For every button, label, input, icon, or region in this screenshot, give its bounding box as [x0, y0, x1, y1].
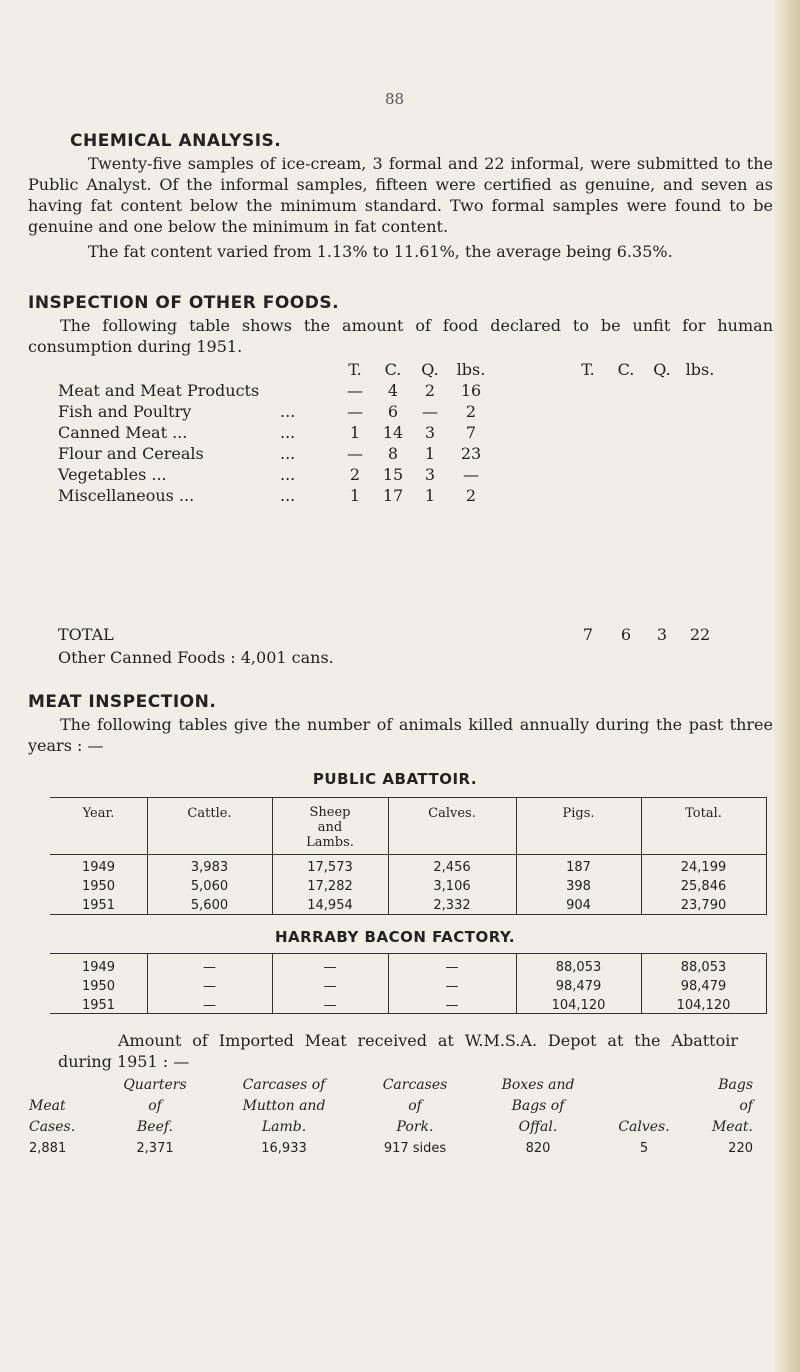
food-dots: ...	[280, 423, 296, 442]
abattoir-total: 23,790	[680, 898, 727, 913]
food-item: Canned Meat ...	[58, 423, 188, 442]
total-col-c-header: C.	[617, 360, 635, 379]
abattoir-pigs: 398	[566, 879, 591, 894]
meat-inspection-intro: The following tables give the number of animals killed annually during the past three years : —	[28, 715, 773, 755]
food-item: Fish and Poultry	[58, 402, 192, 421]
abattoir-total: 24,199	[680, 860, 727, 875]
imp-value-mutton: 16,933	[261, 1141, 307, 1156]
food-c: 6	[387, 402, 399, 421]
food-dots: ...	[280, 444, 296, 463]
header-cattle: Cattle.	[187, 806, 232, 821]
col-lbs-header: lbs.	[456, 360, 486, 379]
abattoir-total: 25,846	[680, 879, 727, 894]
imp-value-meat-cases: 2,881	[29, 1141, 67, 1156]
harraby-year: 1949	[81, 960, 116, 975]
abattoir-row	[50, 858, 766, 877]
chemical-analysis-paragraph: Twenty-five samples of ice-cream, 3 formal and 22 informal, were submitted to the Public Analyst. Of the informal samples, fifteen were certified as genuine, and seven as having fat content below the minimum standard. Two formal samples were found to be genuine and one below the minimum in fat content.	[28, 154, 773, 236]
unfit-food-header-row	[58, 359, 493, 380]
total-col-lbs-header: lbs.	[685, 360, 715, 379]
food-q: 1	[424, 444, 436, 463]
food-row	[58, 464, 493, 485]
col-q-header: Q.	[421, 360, 439, 379]
abattoir-header-rule	[50, 854, 767, 855]
abattoir-top-rule	[50, 797, 767, 798]
header-calves: Calves.	[428, 806, 476, 821]
food-row	[58, 443, 493, 464]
imp-l1-calves	[604, 1075, 684, 1096]
header-year: Year.	[82, 806, 115, 821]
total-c: 6	[620, 625, 632, 644]
abattoir-year: 1949	[81, 860, 116, 875]
food-t: —	[347, 444, 363, 463]
chemical-analysis-heading: CHEMICAL ANALYSIS.	[70, 131, 282, 151]
imp-l3-pork: Pork.	[396, 1119, 434, 1135]
harraby-cattle: —	[203, 998, 216, 1013]
imp-l3-meat: Cases.	[29, 1119, 76, 1135]
food-dots: ...	[280, 402, 296, 421]
total-columns-header	[568, 359, 720, 380]
food-t: 1	[349, 486, 361, 505]
abattoir-year: 1951	[81, 898, 116, 913]
harraby-total: 104,120	[676, 998, 731, 1013]
imp-l3-quarters: Beef.	[137, 1119, 173, 1135]
harraby-cattle: —	[203, 960, 216, 975]
food-dots: ...	[280, 486, 296, 505]
imp-value-calves: 5	[639, 1141, 649, 1156]
food-c: 8	[387, 444, 399, 463]
food-lbs: 16	[460, 381, 482, 400]
imp-value-quarters: 2,371	[136, 1141, 174, 1156]
abattoir-calves: 2,332	[433, 898, 471, 913]
total-col-q-header: Q.	[653, 360, 671, 379]
imp-l1-bags: Bags	[718, 1077, 753, 1093]
imp-value-bags: 220	[728, 1141, 753, 1156]
imp-l2-pork: of	[408, 1098, 422, 1114]
food-t: —	[347, 381, 363, 400]
imp-l2-meat: Meat	[29, 1098, 66, 1114]
header-total: Total.	[685, 806, 722, 821]
col-t-header: T.	[348, 360, 362, 379]
food-lbs: 23	[460, 444, 482, 463]
food-t: —	[347, 402, 363, 421]
public-abattoir-title: PUBLIC ABATTOIR.	[312, 770, 478, 788]
imp-value-offal: 820	[525, 1141, 551, 1156]
harraby-sheep: —	[323, 960, 337, 975]
imp-value-pork: 917 sides	[383, 1141, 447, 1156]
harraby-total: 98,479	[680, 979, 727, 994]
food-lbs: —	[463, 465, 479, 484]
harraby-total: 88,053	[680, 960, 727, 975]
meat-inspection-heading: MEAT INSPECTION.	[28, 692, 217, 712]
abattoir-cattle: 3,983	[190, 860, 229, 875]
col-c-header: C.	[384, 360, 402, 379]
food-item: Miscellaneous ...	[58, 486, 195, 505]
abattoir-calves: 3,106	[433, 879, 471, 894]
harraby-sheep: —	[323, 979, 337, 994]
abattoir-sheep: 14,954	[307, 898, 353, 913]
food-lbs: 7	[465, 423, 477, 442]
food-dots: ...	[280, 465, 296, 484]
food-item: Vegetables ...	[58, 465, 167, 484]
harraby-sheep: —	[323, 998, 337, 1013]
abattoir-col-divider	[766, 797, 767, 914]
food-row	[58, 401, 493, 422]
food-q: —	[422, 402, 438, 421]
imp-l1-pork: Carcases	[382, 1077, 448, 1093]
food-item: Meat and Meat Products	[58, 381, 260, 400]
harraby-bacon-title: HARRABY BACON FACTORY.	[274, 928, 516, 946]
food-c: 17	[382, 486, 404, 505]
food-lbs: 2	[465, 402, 477, 421]
harraby-row	[50, 958, 766, 977]
imported-meat-table	[28, 1075, 754, 1159]
food-q: 3	[424, 423, 436, 442]
harraby-calves: —	[445, 960, 459, 975]
imp-l1-mutton: Carcases of	[242, 1077, 326, 1093]
harraby-calves: —	[445, 979, 459, 994]
abattoir-pigs: 187	[566, 860, 591, 875]
total-label: TOTAL	[58, 625, 114, 644]
imp-l1-meat	[28, 1075, 100, 1096]
imp-l1-offal: Boxes and	[501, 1077, 575, 1093]
food-row	[58, 380, 493, 401]
abattoir-year: 1950	[81, 879, 116, 894]
page-edge-shadow	[774, 0, 800, 1372]
total-col-t-header: T.	[581, 360, 595, 379]
inspection-intro: The following table shows the amount of food declared to be unfit for human consumption during 1951.	[28, 316, 773, 356]
food-row	[58, 485, 493, 506]
harraby-top-rule	[50, 953, 767, 954]
imp-l2-quarters: of	[148, 1098, 162, 1114]
harraby-pigs: 88,053	[555, 960, 602, 975]
harraby-year: 1950	[81, 979, 116, 994]
page-number: 88	[385, 90, 405, 108]
food-t: 1	[349, 423, 361, 442]
harraby-row	[50, 977, 766, 996]
food-lbs: 2	[465, 486, 477, 505]
imp-l2-bags: of	[739, 1098, 753, 1114]
harraby-body	[50, 958, 766, 1015]
unfit-food-table	[58, 359, 493, 506]
harraby-row	[50, 996, 766, 1015]
harraby-year: 1951	[81, 998, 116, 1013]
food-c: 14	[382, 423, 404, 442]
imp-l3-bags: Meat.	[711, 1119, 753, 1135]
abattoir-body	[50, 858, 766, 915]
abattoir-sheep: 17,573	[307, 860, 353, 875]
food-item: Flour and Cereals	[58, 444, 204, 463]
other-canned-foods: Other Canned Foods : 4,001 cans.	[58, 648, 334, 667]
total-t: 7	[582, 625, 594, 644]
imp-l1-quarters: Quarters	[123, 1077, 187, 1093]
imported-meat-intro: Amount of Imported Meat received at W.M.S.A. Depot at the Abattoir during 1951 : —	[58, 1031, 738, 1071]
food-row	[58, 422, 493, 443]
header-sheep-lambs: Sheep and Lambs.	[306, 805, 354, 850]
total-q: 3	[656, 625, 668, 644]
abattoir-headers	[50, 805, 766, 850]
food-q: 3	[424, 465, 436, 484]
total-lbs: 22	[689, 625, 711, 644]
abattoir-sheep: 17,282	[307, 879, 353, 894]
food-dots	[280, 380, 335, 401]
header-pigs: Pigs.	[562, 806, 595, 821]
food-t: 2	[349, 465, 361, 484]
abattoir-cattle: 5,060	[190, 879, 229, 894]
food-q: 2	[424, 381, 436, 400]
fat-content-paragraph: The fat content varied from 1.13% to 11.61%, the average being 6.35%.	[88, 242, 673, 261]
abattoir-row	[50, 877, 766, 896]
imp-l3-offal: Offal.	[518, 1119, 558, 1135]
total-row	[568, 624, 720, 645]
harraby-pigs: 104,120	[551, 998, 606, 1013]
imp-l3-calves: Calves.	[618, 1119, 670, 1135]
imp-l2-offal: Bags of	[511, 1098, 565, 1114]
food-c: 15	[382, 465, 404, 484]
harraby-cattle: —	[203, 979, 216, 994]
harraby-calves: —	[445, 998, 459, 1013]
imp-l2-mutton: Mutton and	[242, 1098, 326, 1114]
food-c: 4	[387, 381, 399, 400]
abattoir-row	[50, 896, 766, 915]
inspection-heading: INSPECTION OF OTHER FOODS.	[28, 293, 340, 313]
imp-l2-calves	[604, 1096, 684, 1117]
abattoir-cattle: 5,600	[190, 898, 229, 913]
abattoir-pigs: 904	[566, 898, 591, 913]
imp-l3-mutton: Lamb.	[261, 1119, 307, 1135]
harraby-pigs: 98,479	[555, 979, 602, 994]
abattoir-calves: 2,456	[433, 860, 471, 875]
harraby-col-divider	[766, 953, 767, 1013]
food-q: 1	[424, 486, 436, 505]
